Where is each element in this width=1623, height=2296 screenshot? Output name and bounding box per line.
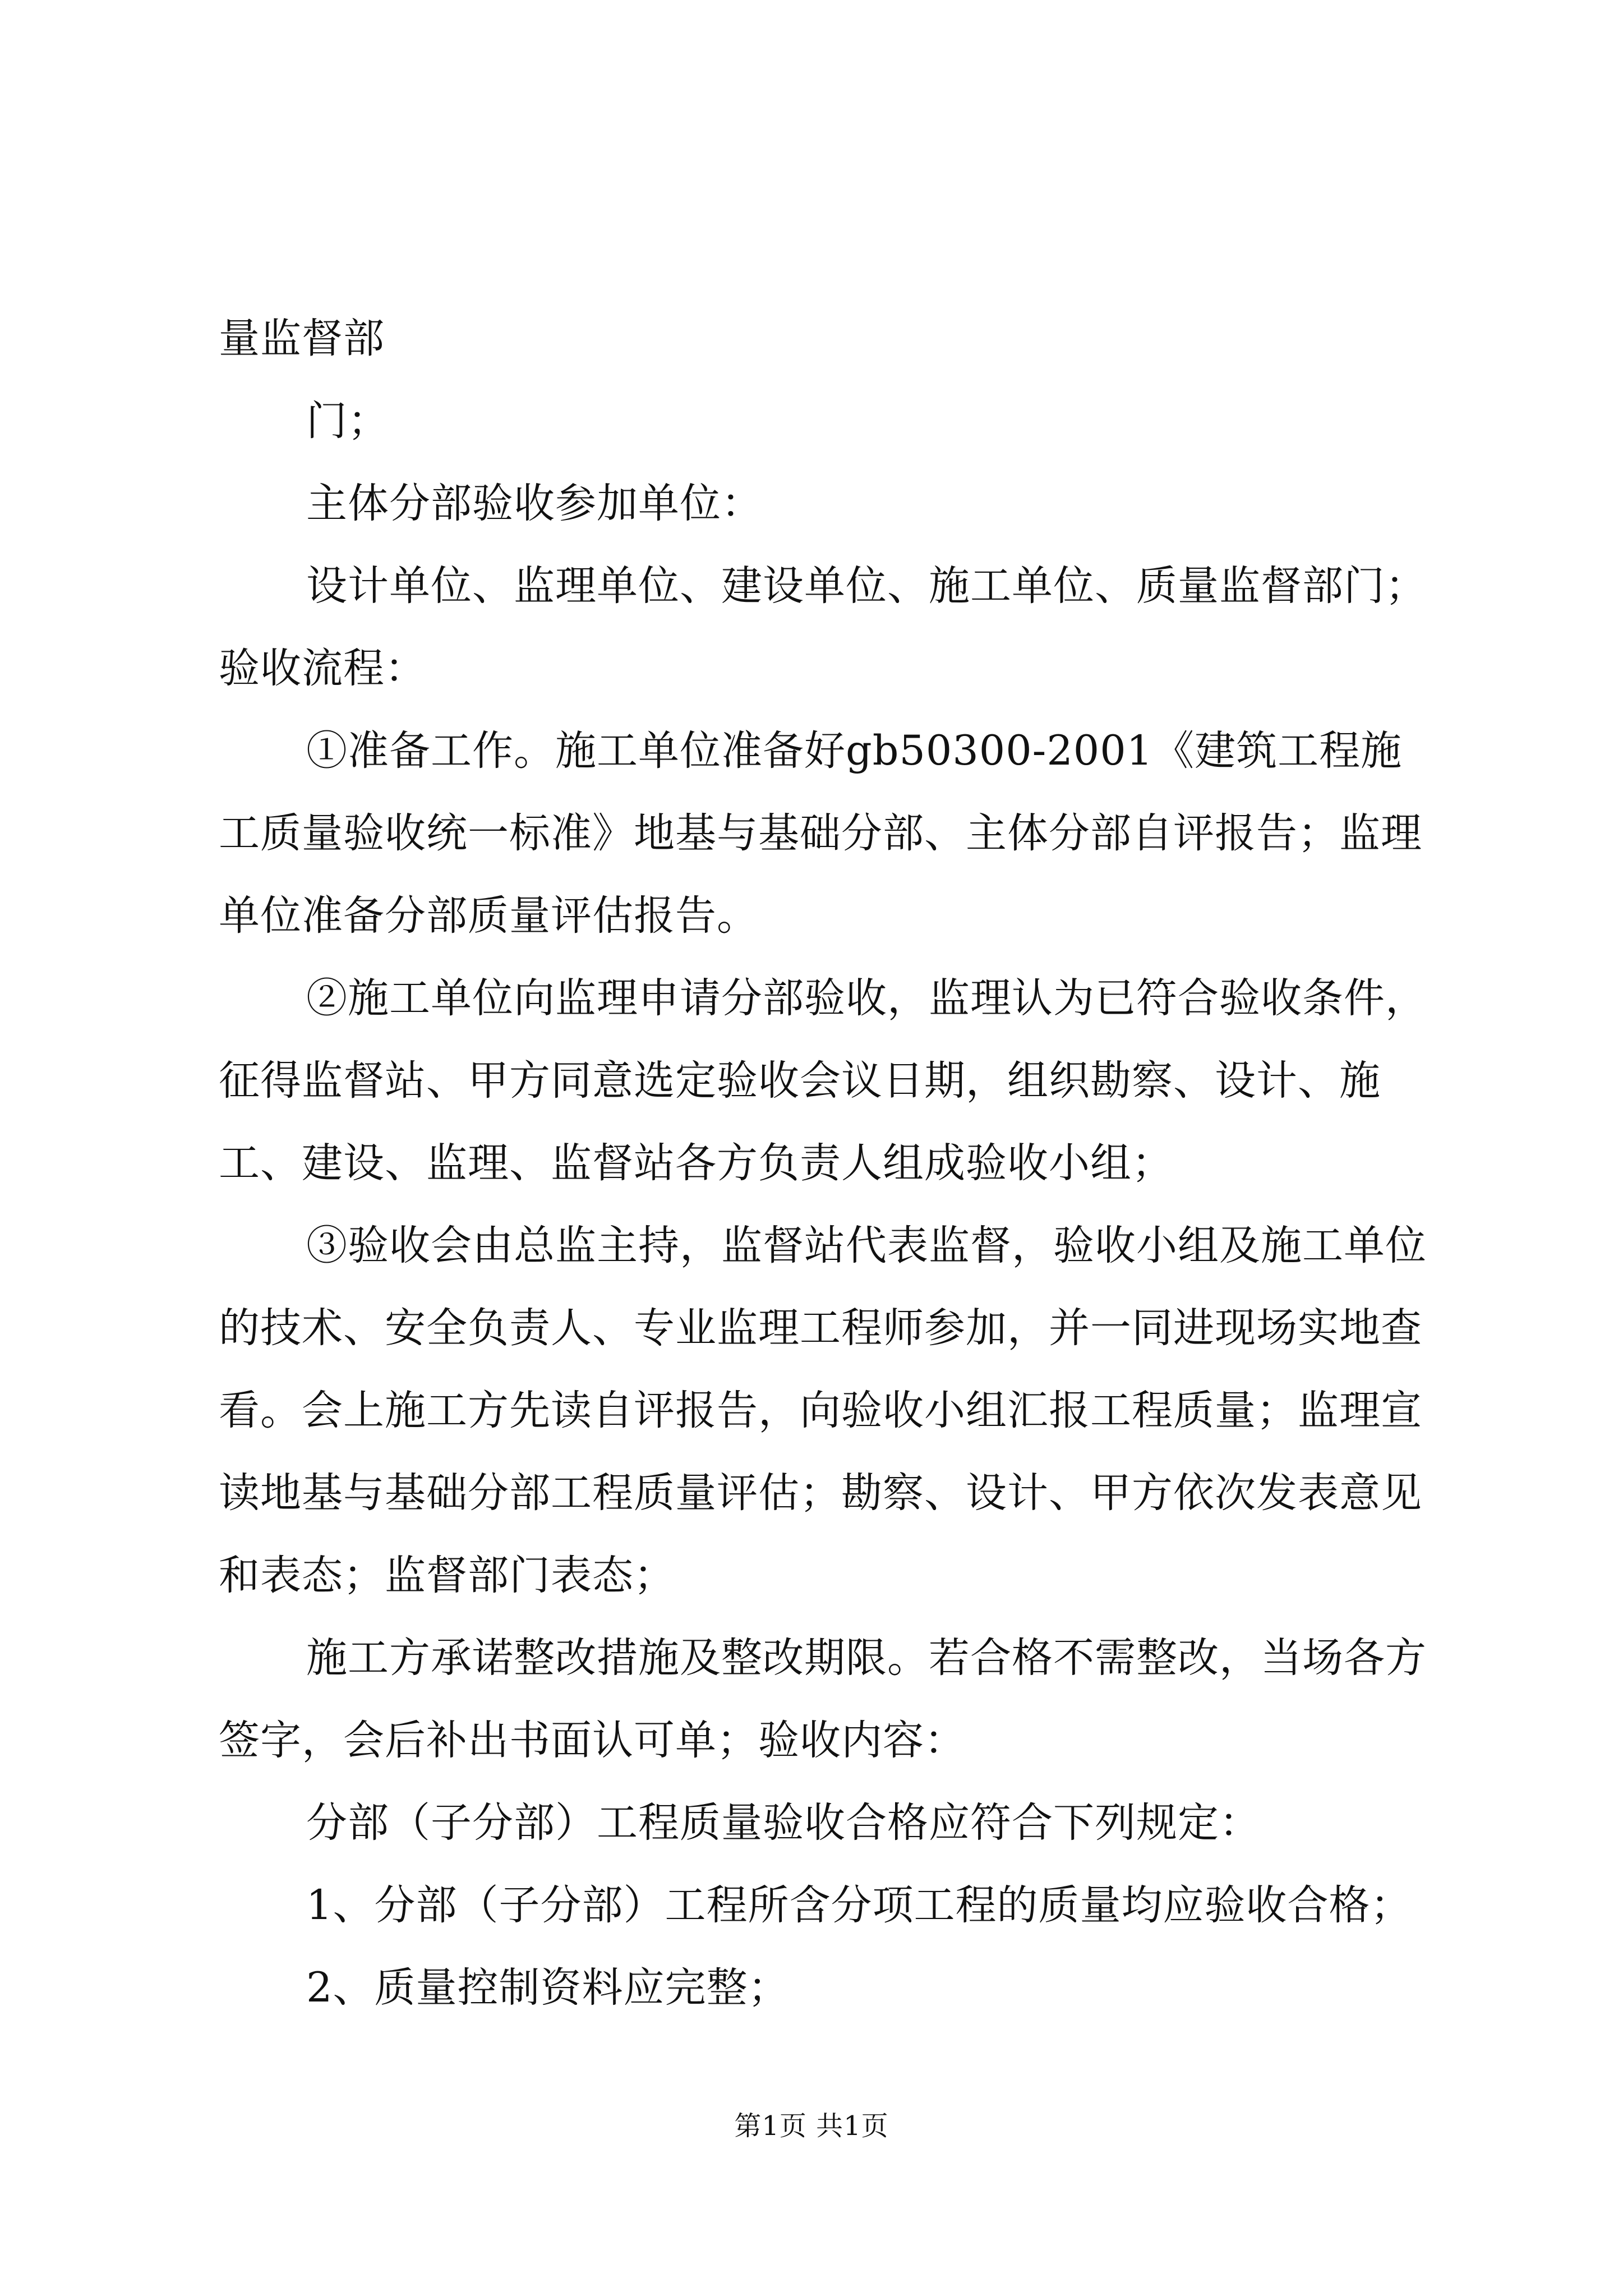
paragraph-1: 量监督部 [219, 315, 385, 362]
paragraph-9: 分部（子分部）工程质量验收合格应符合下列规定： [306, 1799, 1261, 1847]
paragraph-3: 主体分部验收参加单位： [306, 480, 763, 527]
paragraph-5: ①准备工作。施工单位准备好gb50300-2001《建筑工程施工质量验收统一标准》地基与基础分部、主体分部自评报告；监理单位准备分部质量评估报告。 [219, 727, 1422, 940]
paragraph-10: 1、分部（子分部）工程所含分项工程的质量均应验收合格； [306, 1881, 1412, 1929]
paragraph-7: ③验收会由总监主持，监督站代表监督，验收小组及施工单位的技术、安全负责人、专业监理工程师参加，并一同进现场实地查看。会上施工方先读自评报告，向验收小组汇报工程质量；监理宣读地基与基础分部工程质量评估；勘察、设计、甲方依次发表意见和表态；监督部门表态； [219, 1222, 1427, 1599]
paragraph-4: 设计单位、监理单位、建设单位、施工单位、质量监督部门；验收流程： [219, 562, 1427, 692]
paragraph-6: ②施工单位向监理申请分部验收，监理认为已符合验收条件，征得监督站、甲方同意选定验收会议日期，组织勘察、设计、施工、建设、监理、监督站各方负责人组成验收小组； [219, 974, 1427, 1187]
paragraph-8: 施工方承诺整改措施及整改期限。若合格不需整改，当场各方签字，会后补出书面认可单；验收内容： [219, 1634, 1427, 1764]
page-footer: 第1页 共1页 [734, 2110, 889, 2142]
paragraph-2: 门； [306, 397, 389, 445]
paragraph-11: 2、质量控制资料应完整； [306, 1964, 790, 2012]
document-body [219, 297, 1441, 2029]
